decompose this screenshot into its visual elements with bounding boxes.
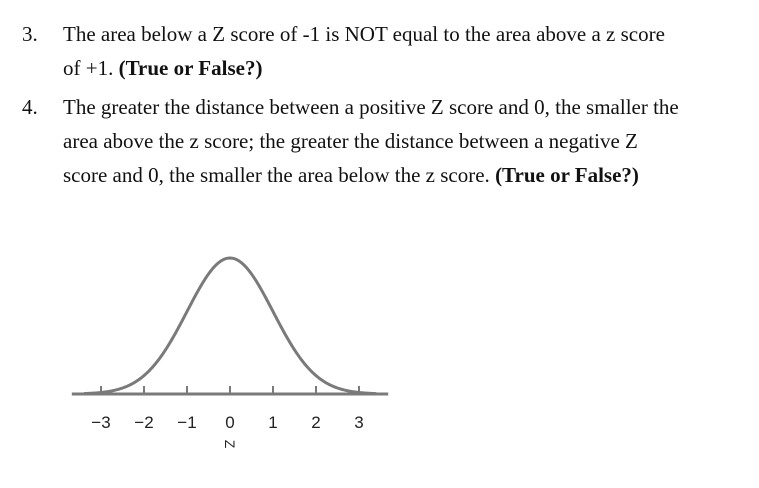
z-tick-label: 3	[354, 413, 364, 432]
z-axis-label: Z	[222, 439, 238, 449]
question-3-line-1: The area below a Z score of -1 is NOT equal to the area above a z score	[63, 22, 665, 46]
z-tick-label: 1	[268, 413, 278, 432]
question-3-number: 3.	[22, 22, 38, 46]
question-4-answer-prompt: (True or False?)	[495, 163, 639, 187]
question-4-line-2: area above the z score; the greater the distance between a negative Z	[63, 129, 638, 153]
normal-curve	[84, 258, 376, 394]
z-tick-label: 0	[225, 413, 235, 432]
question-3-answer-prompt: (True or False?)	[118, 56, 263, 80]
z-axis-tick-labels	[91, 413, 363, 432]
question-3-line-2-text: of +1.	[63, 56, 119, 80]
question-4-line-3-text: score and 0, the smaller the area below the z score.	[63, 163, 496, 187]
z-tick-label: −3	[91, 413, 111, 432]
question-4-line-1: The greater the distance between a positive Z score and 0, the smaller the	[63, 95, 679, 119]
z-tick-label: 2	[311, 413, 321, 432]
z-tick-label: −1	[177, 413, 197, 432]
question-4-number: 4.	[22, 95, 38, 119]
z-tick-label: −2	[134, 413, 154, 432]
